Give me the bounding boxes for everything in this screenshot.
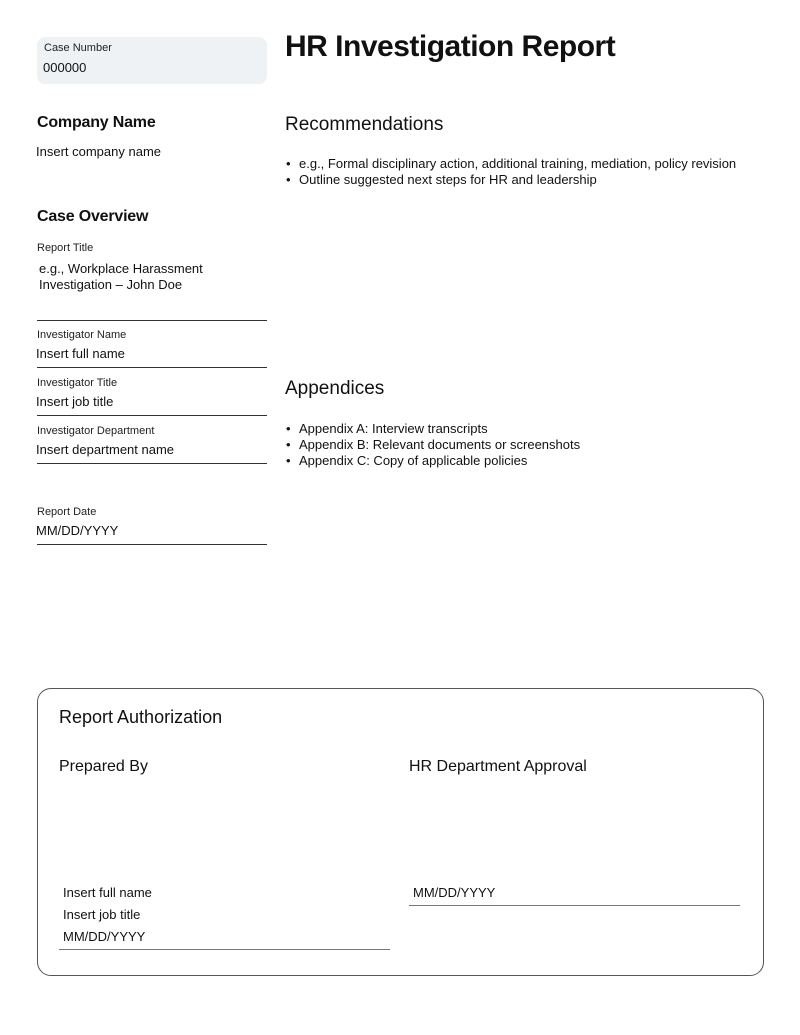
case-overview-heading: Case Overview [37, 208, 149, 225]
appendices-heading: Appendices [285, 378, 385, 399]
divider [37, 367, 267, 368]
page-title: HR Investigation Report [285, 30, 616, 63]
investigator-title-label: Investigator Title [37, 377, 118, 389]
signature-line [59, 949, 390, 950]
report-title-line1[interactable]: e.g., Workplace Harassment [39, 261, 203, 276]
prepared-by-heading: Prepared By [59, 758, 148, 775]
investigator-name-field[interactable]: Insert full name [36, 346, 125, 361]
signature-line [409, 905, 740, 906]
divider [37, 544, 267, 545]
preparer-name-field[interactable]: Insert full name [63, 885, 152, 900]
investigator-department-field[interactable]: Insert department name [36, 442, 175, 457]
company-name-field[interactable]: Insert company name [36, 144, 162, 159]
approval-heading: HR Department Approval [409, 758, 587, 775]
divider [37, 320, 267, 321]
list-item: • Appendix C: Copy of applicable policies [286, 453, 580, 469]
authorization-heading: Report Authorization [59, 707, 223, 727]
recommendations-heading: Recommendations [285, 114, 444, 135]
approval-date-field[interactable]: MM/DD/YYYY [413, 885, 496, 900]
investigator-title-field[interactable]: Insert job title [36, 394, 114, 409]
list-item: • e.g., Formal disciplinary action, additional training, mediation, policy revision [286, 156, 736, 172]
case-number-value[interactable]: 000000 [43, 60, 87, 75]
list-item: • Appendix B: Relevant documents or screenshots [286, 437, 580, 453]
investigator-department-label: Investigator Department [37, 425, 155, 437]
appendices-list [286, 421, 580, 469]
list-item: • Appendix A: Interview transcripts [286, 421, 580, 437]
report-title-label: Report Title [37, 242, 94, 254]
company-heading: Company Name [37, 114, 156, 131]
preparer-title-field[interactable]: Insert job title [63, 907, 141, 922]
report-date-label: Report Date [37, 506, 97, 518]
authorization-box [37, 688, 764, 976]
divider [37, 415, 267, 416]
case-number-label: Case Number [44, 42, 112, 54]
list-item: • Outline suggested next steps for HR and leadership [286, 172, 736, 188]
recommendations-list [286, 156, 736, 188]
case-number-field[interactable] [37, 37, 267, 84]
preparer-date-field[interactable]: MM/DD/YYYY [63, 929, 146, 944]
divider [37, 463, 267, 464]
report-title-line2[interactable]: Investigation – John Doe [39, 277, 183, 292]
investigator-name-label: Investigator Name [37, 329, 127, 341]
report-date-field[interactable]: MM/DD/YYYY [36, 523, 119, 538]
